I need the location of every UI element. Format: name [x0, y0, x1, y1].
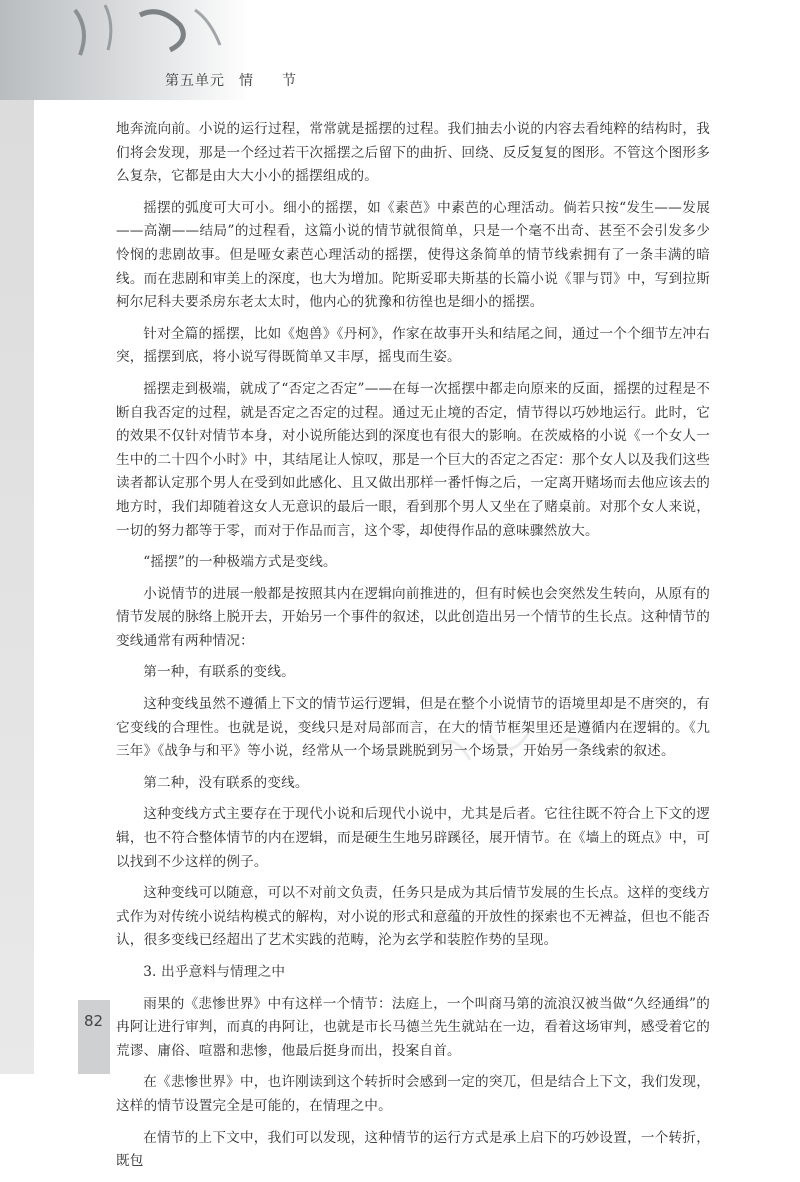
- ink-painting-decoration: [70, 0, 230, 60]
- paragraph: 地奔流向前。小说的运行过程，常常就是摇摆的过程。我们抽去小说的内容去看纯粹的结构时，我们将会发现，那是一个经过若干次摇摆之后留下的曲折、回绕、反反复复的图形。不管这个图形多么复杂，它都是由大大小小的摇摆组成的。: [116, 121, 710, 185]
- paragraph: 针对全篇的摇摆，比如《炮兽》《丹柯》，作家在故事开头和结尾之间，通过一个个细节左冲右突，摇摆到底，将小说写得既简单又丰厚，摇曳而生姿。: [116, 325, 710, 366]
- paragraph: 摇摆走到极端，就成了“否定之否定”——在每一次摇摆中都走向原来的反面，摇摆的过程是不断自我否定的过程，就是否定之否定的过程。通过无止境的否定，情节得以巧妙地运行。此时，它的效果不仅针对情节本身，对小说所能达到的深度也有很大的影响。在茨威格的小说《一个女人一生中的二十四个小时》中，其结尾让人惊叹，那是一个巨大的否定之否定：那个女人以及我们这些读者都认定那个男人在受到如此感化、且又做出那样一番忏悔之后，一定离开赌场而去他应该去的地方时，我们却随着这女人无意识的最后一眼，看到那个男人又坐在了赌桌前。对那个女人来说，一切的努力都等于零，而对于作品而言，这个零，却使得作品的意味骤然放大。: [116, 380, 710, 539]
- unit-title: [165, 70, 297, 90]
- paragraph: 雨果的《悲惨世界》中有这样一个情节：法庭上，一个叫商马第的流浪汉被当做“久经通缉”的冉阿让进行审判，而真的冉阿让，也就是市长马德兰先生就站在一边，看着这场审判，感受着它的荒谬、庸俗、喧嚣和悲惨，他最后挺身而出，投案自首。: [116, 995, 710, 1059]
- paragraph: 摇摆的弧度可大可小。细小的摇摆，如《素芭》中素芭的心理活动。倘若只按“发生——发展——高潮——结局”的过程看，这篇小说的情节就很简单，只是一个毫不出奇、甚至不会引发多少怜悯的悲剧故事。但是哑女素芭心理活动的摇摆，使得这条简单的情节线索拥有了一条丰满的暗线。而在悲剧和审美上的深度，也大为增加。陀斯妥耶夫斯基的长篇小说《罪与罚》中，写到拉斯柯尔尼科夫要杀房东老太太时，他内心的犹豫和彷徨也是细小的摇摆。: [116, 199, 710, 311]
- paragraph: 这种变线虽然不遵循上下文的情节运行逻辑，但是在整个小说情节的语境里却是不唐突的，有它变线的合理性。也就是说，变线只是对局部而言，在大的情节框架里还是遵循内在逻辑的。《九三年》《战争与和平》等小说，经常从一个场景跳脱到另一个场景，开始另一条线索的叙述。: [116, 696, 710, 760]
- paragraph: 在《悲惨世界》中，也许刚读到这个转折时会感到一定的突兀，但是结合上下文，我们发现，这样的情节设置完全是可能的，在情理之中。: [116, 1074, 710, 1114]
- paragraph: 小说情节的进展一般都是按照其内在逻辑向前推进的，但有时候也会突然发生转向，从原有的情节发展的脉络上脱开去，开始另一个事件的叙述，以此创造出另一个情节的生长点。这种情节的变线通常有两种情况：: [116, 585, 710, 649]
- paragraph: 在情节的上下文中，我们可以发现，这种情节的运行方式是承上启下的巧妙设置，一个转折，既包: [116, 1129, 710, 1170]
- paragraph: 这种变线可以随意，可以不对前文负责，任务只是成为其后情节发展的生长点。这样的变线方式作为对传统小说结构模式的解构，对小说的形式和意蕴的开放性的探索也不无裨益，但也不能否认，很多变线已经超出了艺术实践的范畴，沦为玄学和装腔作势的呈现。: [116, 885, 710, 949]
- left-margin-band: [0, 100, 34, 1074]
- paragraph: 第二种，没有联系的变线。: [143, 774, 309, 791]
- paragraph: “摇摆”的一种极端方式是变线。: [143, 554, 337, 571]
- unit-title-char-1: 情: [239, 73, 254, 89]
- paragraph: 这种变线方式主要存在于现代小说和后现代小说中，尤其是后者。它往往既不符合上下文的逻辑，也不符合整体情节的内在逻辑，而是硬生生地另辟蹊径，展开情节。在《墙上的斑点》中，可以找到不少这样的例子。: [116, 806, 710, 870]
- unit-label: 第五单元: [165, 73, 225, 89]
- paragraph: 3. 出乎意料与情理之中: [143, 964, 286, 980]
- paragraph: 第一种，有联系的变线。: [143, 664, 295, 681]
- page-number: 82: [84, 1012, 104, 1030]
- unit-title-char-2: 节: [282, 73, 297, 89]
- article-body: [116, 118, 710, 1182]
